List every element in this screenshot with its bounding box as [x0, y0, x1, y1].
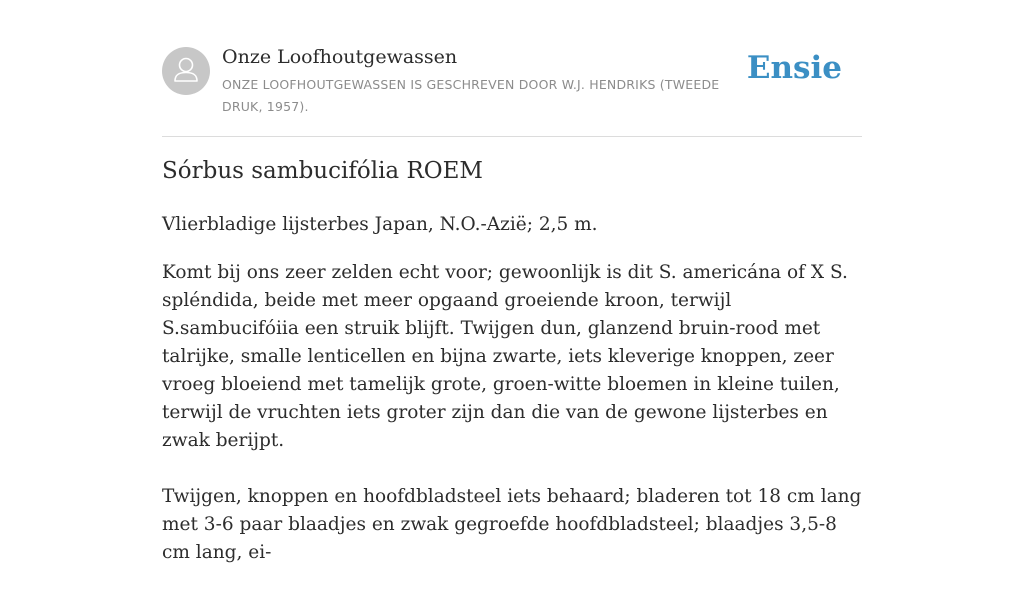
- entry-paragraph-2: Twijgen, knoppen en hoofdbladsteel iets behaard; bladeren tot 18 cm lang met 3-6 paar blaadjes en zwak gegroefde hoofdbladsteel; blaadjes 3,5-8 cm lang, ei-: [162, 486, 862, 563]
- entry-paragraph-1: Komt bij ons zeer zelden echt voor; gewoonlijk is dit S. americána of X S. spléndida, beide met meer opgaand groeiende kroon, terwijl S.sambucifóiia een struik blijft. Twijgen dun, glanzend bruin-rood met talrijke, smalle lenticellen en bijna zwarte, iets kleverige knoppen, zeer vroeg bloeiend met tamelijk grote, groen-witte bloemen in kleine tuilen, terwijl de vruchten iets groter zijn dan die van de gewone lijsterbes en zwak berijpt.: [162, 262, 848, 451]
- site-header: [162, 44, 862, 137]
- entry-body: [162, 211, 862, 595]
- ensie-logo[interactable]: Ensie: [746, 50, 842, 86]
- entry-title: Sórbus sambucifólia ROEM: [162, 158, 483, 184]
- entry-summary: Vlierbladige lijsterbes Japan, N.O.-Azië; 2,5 m.: [162, 214, 598, 235]
- book-title-link[interactable]: Onze Loofhoutgewassen: [222, 46, 458, 68]
- book-description: ONZE LOOFHOUTGEWASSEN IS GESCHREVEN DOOR W.J. HENDRIKS (TWEEDE DRUK, 1957).: [222, 77, 720, 114]
- user-silhouette-icon[interactable]: [162, 47, 210, 95]
- avatar-graphic: [162, 47, 210, 95]
